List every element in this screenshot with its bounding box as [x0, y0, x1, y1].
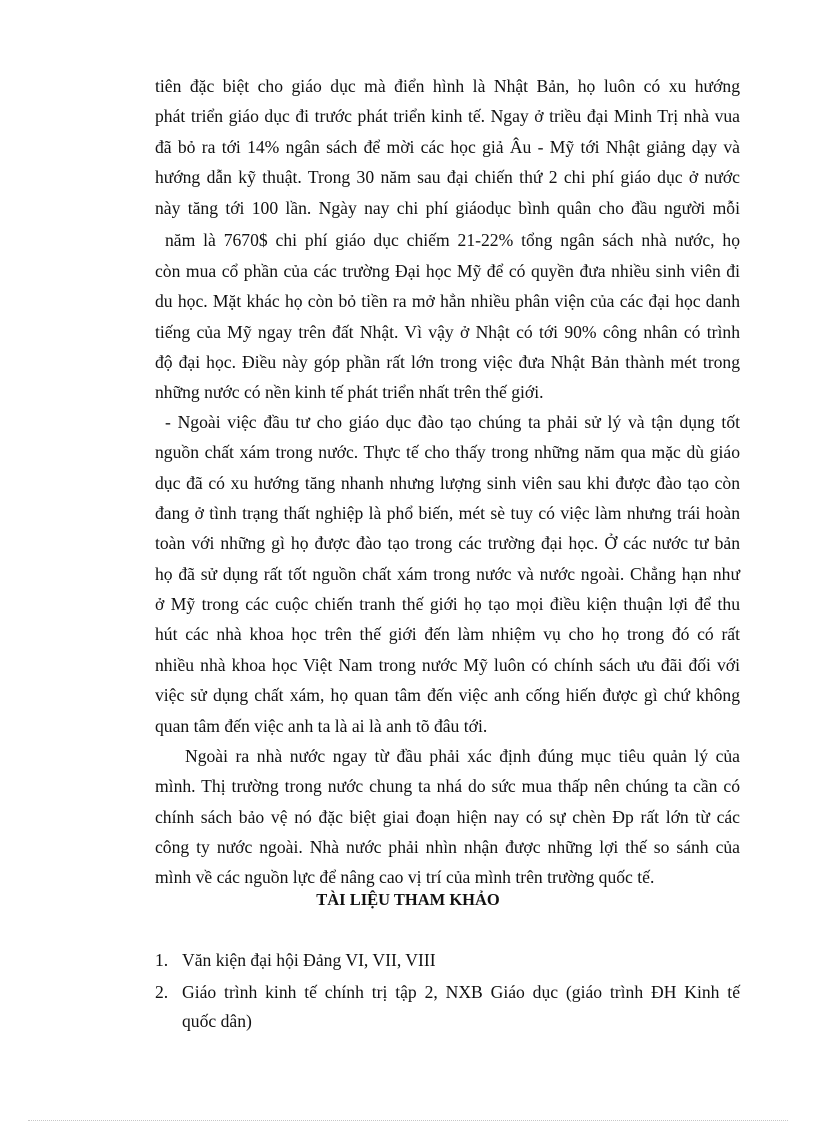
reference-number: 1. [155, 950, 169, 970]
reference-text: Giáo trình kinh tế chính trị tập 2, NXB Giáo dục (giáo trình ĐH Kinh tế [182, 982, 740, 1002]
body-line: này tăng tới 100 lần. Ngày nay chi phí giáodục bình quân cho đầu người mỗi [155, 198, 740, 218]
body-line: còn mua cổ phần của các trường Đại học Mỹ để có quyền đưa nhiều sinh viên đi [155, 261, 740, 281]
body-line: công ty nước ngoài. Nhà nước phải nhìn nhận được những lợi thế so sánh của [155, 837, 740, 857]
body-line: độ đại học. Điều này góp phần rất lớn trong việc đưa Nhật Bản thành mét trong [155, 352, 740, 372]
body-line: tiếng của Mỹ ngay trên đất Nhật. Vì vậy ở Nhật có tới 90% công nhân có trình [155, 322, 740, 342]
body-line: hút các nhà khoa học trên thế giới đến làm nhiệm vụ cho họ trong đó có rất [155, 624, 740, 644]
body-line: đang ở tình trạng thất nghiệp là phổ biến, mét sè tuy có việc làm nhưng trái hoàn [155, 503, 740, 523]
body-line: chính sách bảo vệ nó đặc biệt giai đoạn hiện nay có sự chèn Ðp rất lớn từ các [155, 807, 740, 827]
body-line: hướng dẫn kỹ thuật. Trong 30 năm sau đại chiến thứ 2 chi phí giáo dục ở nước [155, 167, 740, 187]
body-line: mình. Thị trường trong nước chung ta nhá do sức mua thấp nên chúng ta cần có [155, 776, 740, 796]
body-line: năm là 7670$ chi phí giáo dục chiếm 21-22% tổng ngân sách nhà nước, họ [165, 230, 740, 250]
reference-number: 2. [155, 982, 169, 1002]
body-line: nguồn chất xám trong nước. Thực tế cho thấy trong những năm qua mặc dù giáo [155, 442, 740, 462]
body-line: du học. Mặt khác họ còn bỏ tiền ra mở hẳn nhiều phân viện của các đại học danh [155, 291, 740, 311]
body-line: quan tâm đến việc anh ta là ai là anh tõ đâu tới. [155, 716, 488, 736]
body-line: ở Mỹ trong các cuộc chiến tranh thế giới họ tạo mọi điều kiện thuận lợi để thu [155, 594, 740, 614]
body-line: dục đã có xu hướng tăng nhanh nhưng lượng sinh viên sau khi được đào tạo còn [155, 473, 740, 493]
body-line: phát triển giáo dục đi trước phát triển kinh tế. Ngay ở triều đại Minh Trị nhà vua [155, 106, 740, 126]
page-bottom-divider [28, 1120, 788, 1121]
references-heading: TÀI LIỆU THAM KHẢO [316, 890, 500, 909]
body-line: tiên đặc biệt cho giáo dục mà điển hình là Nhật Bản, họ luôn có xu hướng [155, 76, 740, 96]
body-line: nhiều nhà khoa học Việt Nam trong nước Mỹ luôn có chính sách ưu đãi đối với [155, 655, 740, 675]
body-line: - Ngoài việc đầu tư cho giáo dục đào tạo chúng ta phải sử lý và tận dụng tốt [165, 412, 740, 432]
reference-continuation: quốc dân) [182, 1011, 252, 1031]
body-line: đã bỏ ra tới 14% ngân sách để mời các học giả Âu - Mỹ tới Nhật giảng dạy và [155, 137, 740, 157]
body-line: việc sử dụng chất xám, họ quan tâm đến việc anh cống hiến được gì chứ không [155, 685, 740, 705]
body-line: họ đã sử dụng rất tốt nguồn chất xám trong nước và nước ngoài. Chẳng hạn như [155, 564, 740, 584]
body-line: Ngoài ra nhà nước ngay từ đầu phải xác định đúng mục tiêu quản lý của [185, 746, 740, 766]
body-line: mình về các nguồn lực để nâng cao vị trí của mình trên trường quốc tế. [155, 867, 655, 887]
body-line: những nước có nền kinh tế phát triển nhất trên thế giới. [155, 382, 544, 402]
body-line: toàn với những gì họ được đào tạo trong các trường đại học. Ở các nước tư bản [155, 533, 740, 553]
reference-text: Văn kiện đại hội Đảng VI, VII, VIII [182, 950, 436, 970]
